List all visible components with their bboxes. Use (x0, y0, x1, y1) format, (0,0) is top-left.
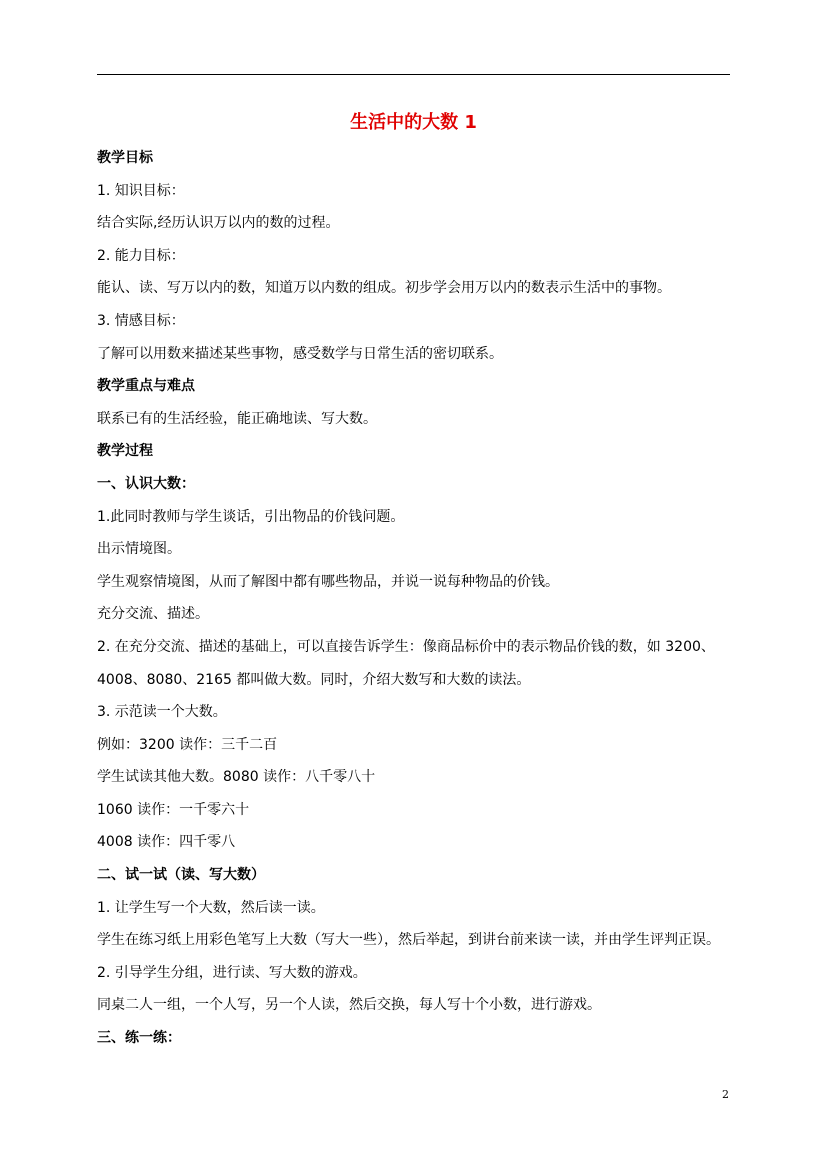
document-body (97, 148, 737, 1061)
section-heading: 二、试一试（读、写大数） (97, 867, 265, 884)
body-line: 1060 读作：一千零六十 (97, 801, 250, 818)
body-line: 了解可以用数来描述某些事物，感受数学与日常生活的密切联系。 (97, 345, 503, 362)
body-line: 结合实际,经历认识万以内的数的过程。 (97, 215, 340, 232)
body-line: 出示情境图。 (97, 541, 181, 558)
body-line: 4008 读作：四千零八 (97, 834, 236, 851)
body-line: 学生在练习纸上用彩色笔写上大数（写大一些），然后举起，到讲台前来读一读，并由学生评判正误。 (97, 932, 720, 949)
body-line: 能认、读、写万以内的数，知道万以内数的组成。初步学会用万以内的数表示生活中的事物。 (97, 280, 671, 297)
body-line: 3. 示范读一个大数。 (97, 704, 227, 721)
body-line: 1.此同时教师与学生谈话，引出物品的价钱问题。 (97, 508, 405, 525)
body-line: 联系已有的生活经验，能正确地读、写大数。 (97, 410, 377, 427)
body-line: 同桌二人一组，一个人写，另一个人读，然后交换，每人写十个小数，进行游戏。 (97, 997, 601, 1014)
body-line: 3. 情感目标： (97, 312, 185, 329)
section-heading: 教学目标 (97, 150, 153, 166)
body-line: 1. 让学生写一个大数，然后读一读。 (97, 899, 325, 916)
body-line: 学生试读其他大数。8080 读作：八千零八十 (97, 769, 376, 786)
body-line: 2. 引导学生分组，进行读、写大数的游戏。 (97, 964, 367, 981)
page-number: 2 (722, 1088, 729, 1101)
body-line: 例如：3200 读作：三千二百 (97, 736, 278, 753)
section-heading: 教学过程 (97, 443, 153, 460)
header-rule (97, 74, 730, 75)
body-line: 2. 在充分交流、描述的基础上，可以直接告诉学生：像商品标价中的表示物品价钱的数，如 3200、 (97, 638, 715, 655)
body-line: 学生观察情境图，从而了解图中都有哪些物品，并说一说每种物品的价钱。 (97, 573, 559, 590)
body-line: 充分交流、描述。 (97, 606, 209, 623)
body-line: 4008、8080、2165 都叫做大数。同时，介绍大数写和大数的读法。 (97, 671, 531, 688)
body-line: 1. 知识目标： (97, 182, 185, 199)
body-line: 2. 能力目标： (97, 247, 185, 264)
section-heading: 三、练一练： (97, 1030, 181, 1047)
section-heading: 一、认识大数： (97, 475, 195, 492)
document-title: 生活中的大数 1 (350, 112, 477, 133)
section-heading: 教学重点与难点 (97, 378, 195, 395)
